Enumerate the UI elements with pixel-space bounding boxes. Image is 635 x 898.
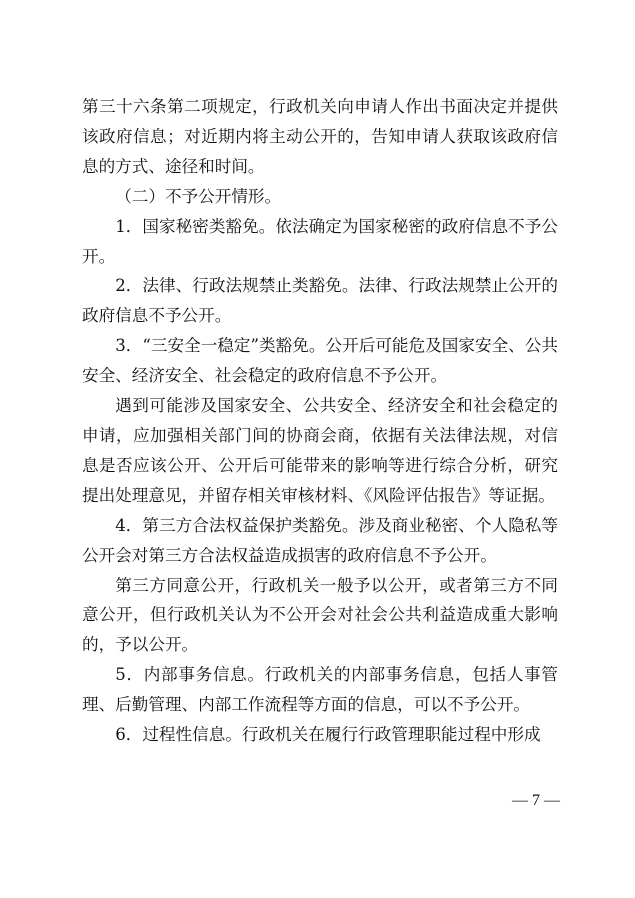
paragraph-1: 第三十六条第二项规定，行政机关向申请人作出书面决定并提供该政府信息；对近期内将主动公开的，告知申请人获取该政府信息的方式、途径和时间。 (82, 97, 558, 176)
paragraph-6: 遇到可能涉及国家安全、公共安全、经济安全和社会稳定的申请，应加强相关部门间的协商会商，依据有关法律法规，对信息是否应该公开、公开后可能带来的影响等进行综合分析，研究提出处理意见，并留存相关审核材料、《风险评估报告》等证据。 (82, 396, 558, 505)
paragraph-4: 2．法律、行政法规禁止类豁免。法律、行政法规禁止公开的政府信息不予公开。 (82, 276, 558, 326)
paragraph-3: 1．国家秘密类豁免。依法确定为国家秘密的政府信息不予公开。 (82, 216, 558, 266)
page-number: — 7 — (512, 792, 560, 809)
paragraph-7: 4．第三方合法权益保护类豁免。涉及商业秘密、个人隐私等公开会对第三方合法权益造成损害的政府信息不予公开。 (82, 515, 558, 565)
paragraph-2-heading: （二）不予公开情形。 (115, 186, 282, 206)
document-body (82, 92, 558, 750)
paragraph-9: 5．内部事务信息。行政机关的内部事务信息，包括人事管理、后勤管理、内部工作流程等方面的信息，可以不予公开。 (82, 665, 558, 715)
paragraph-8: 第三方同意公开，行政机关一般予以公开，或者第三方不同意公开，但行政机关认为不公开会对社会公共利益造成重大影响的，予以公开。 (82, 575, 558, 655)
paragraph-10: 6．过程性信息。行政机关在履行行政管理职能过程中形成 (115, 725, 541, 745)
paragraph-5: 3．“三安全一稳定”类豁免。公开后可能危及国家安全、公共安全、经济安全、社会稳定的政府信息不予公开。 (82, 336, 558, 386)
